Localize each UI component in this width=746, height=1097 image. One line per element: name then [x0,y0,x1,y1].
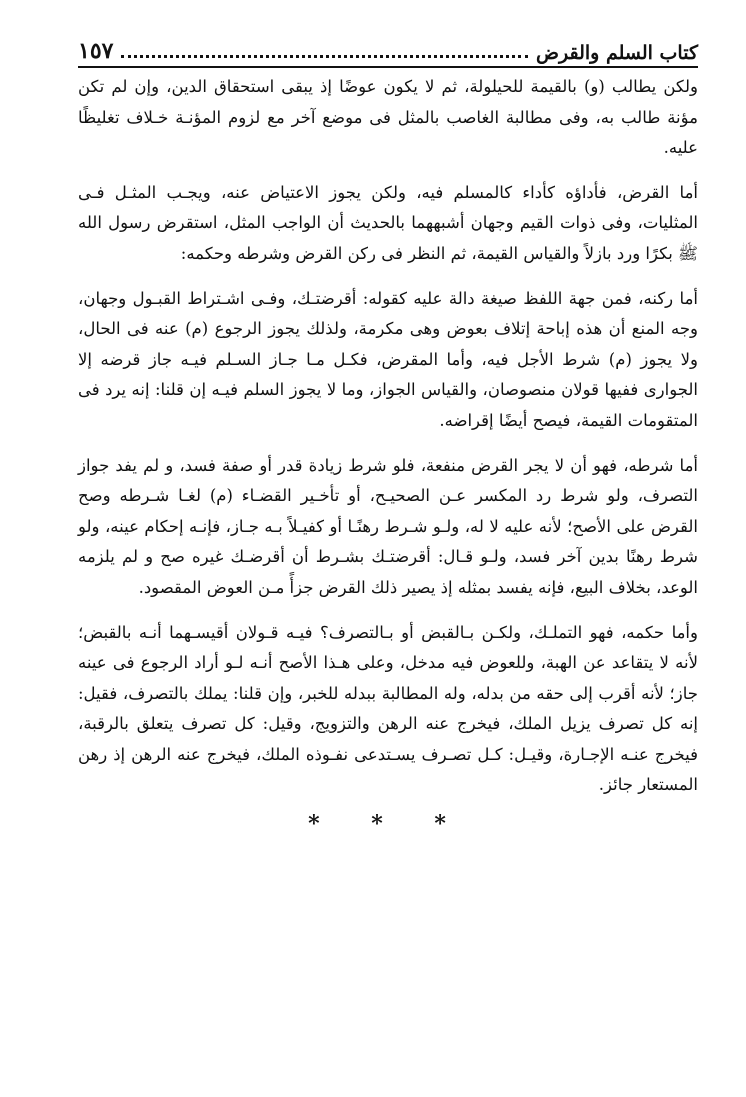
paragraph-rukn: أما ركنه، فمن جهة اللفظ صيغة دالة عليه كقوله: أقرضتـك، وفـى اشـتراط القبـول وجهان، وجه المنع أن هذه إباحة إتلاف بعوض وهى مكرمة، ولذلك يجوز الرجوع (م) عنه فى الحال، ولا يجوز (م) شرط الأجل فيه، وأما المقرض، فكـل مـا جـاز السـلم فيـه جاز قرضه إلا الجوارى ففيها قولان منصوصان، والقياس الجواز، وما لا يجوز السلم فيـه إن قلنا: إنه يرد فى المتقومات القيمة، فيصح أيضًا إقراضه. [78,288,699,430]
page-number: ١٥٧ [78,38,114,64]
header-dot-leader [121,55,528,58]
paragraph-qard: أما القرض، فأداؤه كأداء كالمسلم فيه، ولكن يجوز الاعتياض عنه، ويجـب المثـل فـى المثليات، وفى ذوات القيم وجهان أشبههما بالحديث أن الواجب المثل، استقرض رسول الله ﷺ بكرًا ورد بازلاً والقياس القيمة، ثم النظر فى ركن القرض وشرطه وحكمه: [78,182,698,263]
section-separator: * * * [308,811,468,838]
body-text [78,72,698,801]
paragraph-hukm: وأما حكمه، فهو التملـك، ولكـن بـالقبض أو بـالتصرف؟ فيـه قـولان أقيسـهما أنـه بالقبض؛ لأنه لا يتقاعد عن الهبة، وللعوض فيه مدخل، وعلى هـذا الأصح أنـه لـو أراد الرجوع فى عينه جاز؛ لأنه أقرب إلى حقه من بدله، وله المطالبة ببدله للخبر، وإن قلنا: يملك بالتصرف، فقيل: إنه كل تصرف يزيل الملك، فيخرج عنه الرهن والتزويج، وقيل: كل تصرف يتعلق بالرقبة، فيخرج عنـه الإجـارة، وقيـل: كـل تصـرف يسـتدعى نفـوذه الملك، فيخرج عنه الرهن إذ رهن المستعار جائز. [78,622,698,795]
running-header [78,30,698,68]
paragraph-shart: أما شرطه، فهو أن لا يجر القرض منفعة، فلو شرط زيادة قدر أو صفة فسد، و لم يفد جواز التصرف، ولو شرط رد المكسر عـن الصحيـح، أو تأخـير القضـاء (م) لغـا شـرطه وصح القرض على الأصح؛ لأنه عليه لا له، ولـو شـرط رهنًـا أو كفيـلاً بـه جـاز، فإنـه إحكام عينه، ولو شرط رهنًا بدين آخر فسد، ولـو قـال: أقرضتـك بشـرط أن أقرضـك غيره صح و لم يلزمه الوعد، بخلاف البيع، فإنه يفسد بمثله إذ يصير ذلك القرض جزأً مـن العوض المقصود. [78,455,698,597]
book-page [78,30,698,837]
chapter-title: كتاب السلم والقرض [536,42,698,64]
paragraph-continuation: ولكن يطالب (و) بالقيمة للحيلولة، ثم لا يكون عوضًا إذ يبقى استحقاق الدين، وإن لم تكن مؤنة طالب به، وفى مطالبة الغاصب بالمثل فى موضع آخر مع لزوم المؤنـة خـلاف تغليظًا عليه. [78,77,698,158]
